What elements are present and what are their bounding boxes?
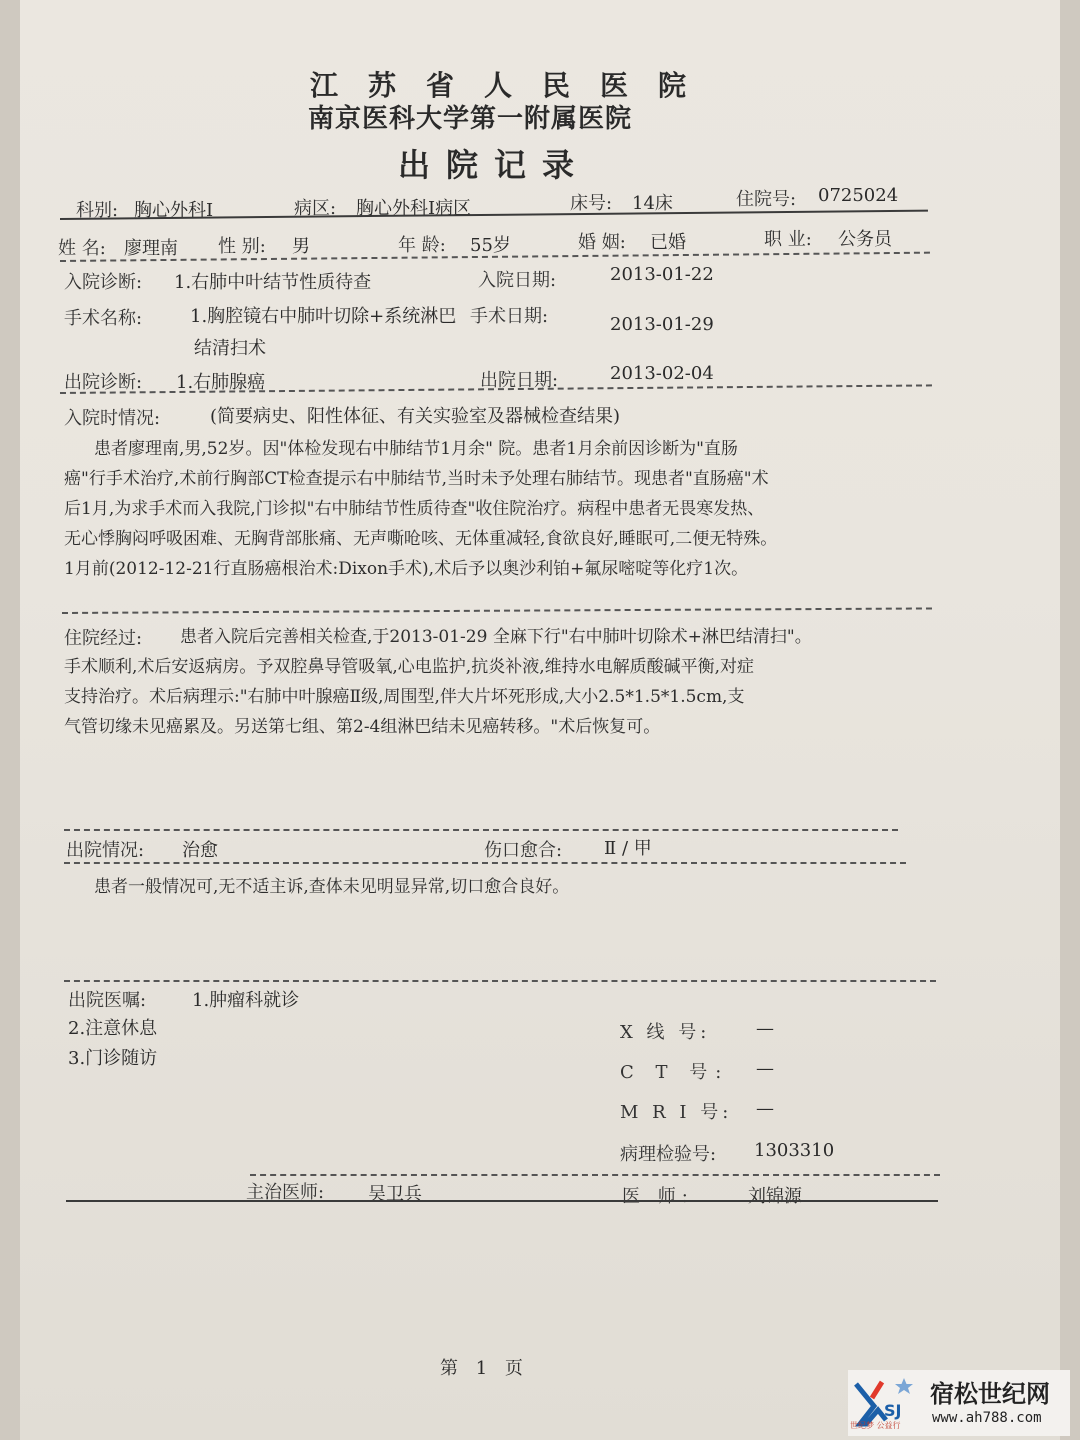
xray-number-value: — <box>756 1018 774 1039</box>
sex-value: 男 <box>292 236 310 257</box>
discharge-diagnosis-value: 1.右肺腺癌 <box>176 372 266 393</box>
site-logo-text: SJ <box>884 1401 902 1420</box>
divider-line <box>250 1174 940 1176</box>
site-watermark <box>848 1370 1070 1436</box>
discharge-date-label: 出院日期: <box>480 370 559 391</box>
hospital-course-line: 气管切缘未见癌累及。另送第七组、第2-4组淋巴结未见癌转移。"术后恢复可。 <box>64 717 661 737</box>
admit-date-label: 入院日期: <box>478 270 557 291</box>
age-value: 55岁 <box>470 235 511 256</box>
age-label: 年 龄: <box>398 235 446 256</box>
marriage-value: 已婚 <box>650 232 686 253</box>
page-number: 第 1 页 <box>440 1358 529 1379</box>
admission-no-label: 住院号: <box>736 189 797 210</box>
surgery-label: 手术名称: <box>64 308 143 329</box>
wound-healing-label: 伤口愈合: <box>484 840 563 861</box>
discharge-status-label: 出院情况: <box>66 840 145 861</box>
name-value: 廖理南 <box>124 238 178 259</box>
divider-line <box>64 829 898 831</box>
admit-date-value: 2013-01-22 <box>610 264 714 285</box>
mri-number-value: — <box>756 1098 774 1119</box>
hospital-course-label: 住院经过: <box>64 628 143 649</box>
discharge-date-value: 2013-02-04 <box>610 363 714 384</box>
pathology-number-label: 病理检验号: <box>620 1144 717 1165</box>
admit-diagnosis-value: 1.右肺中叶结节性质待查 <box>174 272 372 293</box>
discharge-orders-label: 出院医嘱: <box>68 990 147 1011</box>
surgery-value-line1: 1.胸腔镜右中肺叶切除+系统淋巴 <box>190 306 457 327</box>
sex-label: 性 别: <box>218 236 266 257</box>
marriage-label: 婚 姻: <box>578 232 626 253</box>
discharge-order-item: 3.门诊随访 <box>68 1048 158 1069</box>
discharge-order-item: 1.肿瘤科就诊 <box>192 990 300 1011</box>
hospital-course-line: 支持治疗。术后病理示:"右肺中叶腺癌Ⅱ级,周围型,伴大片坏死形成,大小2.5*1.5*1.5cm,支 <box>64 687 745 707</box>
ct-number-value: — <box>756 1058 774 1079</box>
wound-healing-value: Ⅱ / 甲 <box>604 838 652 859</box>
divider-line <box>64 862 906 864</box>
dept-value: 胸心外科I <box>134 200 214 221</box>
dept-label: 科别: <box>76 200 119 221</box>
physician-value: 刘锦源 <box>748 1186 802 1207</box>
admission-status-label: 入院时情况: <box>64 408 161 429</box>
hospital-course-line: 患者入院后完善相关检查,于2013-01-29 全麻下行"右中肺叶切除术+淋巴结清扫"。 <box>180 627 812 647</box>
discharge-status-text: 患者一般情况可,无不适主诉,查体未见明显异常,切口愈合良好。 <box>94 877 570 897</box>
ct-number-label: C T 号: <box>620 1062 730 1083</box>
surgery-value-line2: 结清扫术 <box>194 338 266 359</box>
surgery-date-label: 手术日期: <box>470 306 549 327</box>
mri-number-label: M R I 号: <box>620 1102 733 1123</box>
discharge-diagnosis-label: 出院诊断: <box>64 372 143 393</box>
admission-status-note: (简要病史、阳性体征、有关实验室及器械检查结果) <box>210 406 621 427</box>
admission-status-line: 后1月,为求手术而入我院,门诊拟"右中肺结节性质待查"收住院治疗。病程中患者无畏寒发热、 <box>64 499 765 519</box>
attending-physician-label: 主治医师: <box>246 1182 325 1203</box>
bed-value: 14床 <box>632 193 673 214</box>
ward-label: 病区: <box>294 198 337 219</box>
admission-status-line: 患者廖理南,男,52岁。因"体检发现右中肺结节1月余" 院。患者1月余前因诊断为"直肠 <box>94 439 738 459</box>
university-hospital-name: 南京医科大学第一附属医院 <box>308 104 633 134</box>
admit-diagnosis-label: 入院诊断: <box>64 272 143 293</box>
bed-label: 床号: <box>570 193 613 214</box>
site-slogan: 世纪梦 公益行 <box>850 1421 901 1430</box>
page-title: 出院记录 <box>398 146 591 184</box>
admission-status-line: 癌"行手术治疗,术前行胸部CT检查提示右中肺结节,当时未予处理右肺结节。现患者"直肠癌"术 <box>64 469 769 489</box>
pathology-number-value: 1303310 <box>754 1140 835 1161</box>
discharge-status-value: 治愈 <box>182 840 218 861</box>
hospital-course-line: 手术顺利,术后安返病房。予双腔鼻导管吸氧,心电监护,抗炎补液,维持水电解质酸碱平衡,对症 <box>64 657 755 677</box>
ward-value: 胸心外科I病区 <box>356 198 472 219</box>
discharge-order-item: 2.注意休息 <box>68 1018 158 1039</box>
surgery-date-value: 2013-01-29 <box>610 314 714 335</box>
admission-status-line: 无心悸胸闷呼吸困难、无胸背部胀痛、无声嘶呛咳、无体重减轻,食欲良好,睡眠可,二便无特殊。 <box>64 529 778 549</box>
xray-number-label: X 线 号: <box>620 1022 711 1043</box>
admission-no-value: 0725024 <box>818 185 899 206</box>
site-name: 宿松世纪网 <box>930 1380 1050 1408</box>
job-label: 职 业: <box>764 229 812 250</box>
attending-physician-value: 吴卫兵 <box>368 1184 422 1205</box>
site-url: www.ah788.com <box>932 1410 1042 1426</box>
hospital-name: 江苏省人民医院 <box>310 69 717 102</box>
divider-line <box>66 1200 938 1202</box>
admission-status-line: 1月前(2012-12-21行直肠癌根治术:Dixon手术),术后予以奥沙利铂+氟尿嘧啶等化疗1次。 <box>64 559 749 579</box>
physician-label: 医 师: <box>622 1186 694 1207</box>
name-label: 姓 名: <box>58 238 106 259</box>
job-value: 公务员 <box>838 229 892 250</box>
divider-line <box>64 980 936 982</box>
